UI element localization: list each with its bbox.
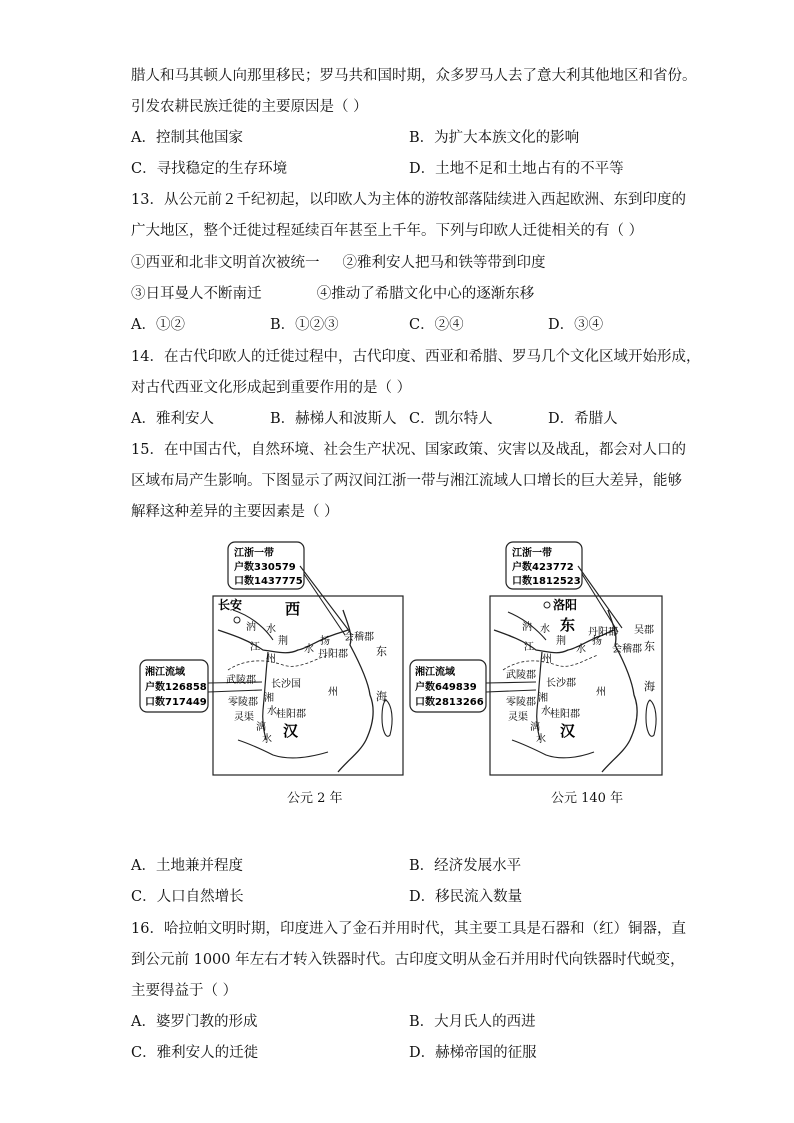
label-wuling: 武陵郡 xyxy=(226,675,256,686)
jz-kou-left: 口数1437775 xyxy=(234,576,303,587)
q15-line-2: 区域布局产生影响。下图显示了两汉间江浙一带与湘江流域人口增长的巨大差异，能够 xyxy=(131,473,682,489)
dynasty-han-left: 汉 xyxy=(283,722,299,740)
map-western-han xyxy=(138,540,408,780)
q12-option-d[interactable]: D．土地不足和土地占有的不平等 xyxy=(409,161,624,177)
q12-option-b[interactable]: B．为扩大本族文化的影响 xyxy=(409,130,580,146)
q14-option-d[interactable]: D．希腊人 xyxy=(548,411,618,427)
label-lingqu: 灵渠 xyxy=(234,712,254,723)
label-guiyang-r: 桂阳郡 xyxy=(550,709,580,720)
label-kuaiji: 会稽郡 xyxy=(344,632,374,643)
q12-option-c[interactable]: C．寻找稳定的生存环境 xyxy=(131,161,288,177)
capital-luoyang: 洛阳 xyxy=(553,598,578,612)
q14-line-1: 14．在古代印欧人的迁徙过程中，古代印度、西亚和希腊、罗马几个文化区域开始形成， xyxy=(131,349,701,365)
label-hai-r: 海 xyxy=(644,680,655,693)
q15-line-1: 15．在中国古代，自然环境、社会生产状况、国家政策、灾害以及战乱，都会对人口的 xyxy=(131,442,686,458)
q13-option-d[interactable]: D．③④ xyxy=(548,317,604,333)
q14-line-2: 对古代西亚文化形成起到重要作用的是（ ） xyxy=(131,380,412,396)
map-eastern-han xyxy=(408,540,668,780)
label-xiang: 湘 xyxy=(264,693,274,704)
caption-left-map: 公元 2 年 xyxy=(287,791,343,806)
label-lingling: 零陵郡 xyxy=(228,697,258,708)
label-shui-3: 水 xyxy=(267,706,277,717)
q16-option-a[interactable]: A．婆罗门教的形成 xyxy=(131,1014,258,1030)
xj-kou-right: 口数2813266 xyxy=(415,697,484,708)
label-zhou-1-r: 州 xyxy=(542,654,552,665)
q12-line-1: 腊人和马其顿人向那里移民；罗马共和国时期，众多罗马人去了意大利其他地区和省份。 xyxy=(131,68,697,84)
label-wuling-r: 武陵郡 xyxy=(506,670,536,681)
q13-option-b[interactable]: B．①②③ xyxy=(270,317,339,333)
caption-right-map: 公元 140 年 xyxy=(551,791,624,806)
q14-option-c[interactable]: C．凯尔特人 xyxy=(409,411,493,427)
q13-option-c[interactable]: C．②④ xyxy=(409,317,464,333)
label-shui-1-r: 水 xyxy=(540,624,550,635)
q16-option-b[interactable]: B．大月氏人的西进 xyxy=(409,1014,536,1030)
q12-line-2: 引发农耕民族迁徙的主要原因是（ ） xyxy=(131,99,368,115)
q13-option-a[interactable]: A．①② xyxy=(131,317,185,333)
label-lingqu-r: 灵渠 xyxy=(508,712,528,723)
q15-option-a[interactable]: A．土地兼并程度 xyxy=(131,858,243,874)
q16-line-3: 主要得益于（ ） xyxy=(131,983,238,999)
label-wujun-r: 吴郡 xyxy=(634,625,654,636)
label-lingling-r: 零陵郡 xyxy=(506,697,536,708)
label-ru: 汭 xyxy=(246,622,256,633)
q13-items-1: ①西亚和北非文明首次被统一 ②雅利安人把马和铁等带到印度 xyxy=(131,255,546,271)
label-shui-4: 水 xyxy=(262,734,272,745)
q13-line-2: 广大地区，整个迁徙过程延续百年甚至上千年。下列与印欧人迁徙相关的有（ ） xyxy=(131,223,644,239)
label-zhou-2: 州 xyxy=(328,687,338,698)
capital-changan: 长安 xyxy=(218,598,243,612)
dynasty-han-right: 汉 xyxy=(560,722,576,740)
q16-option-d[interactable]: D．赫梯帝国的征服 xyxy=(409,1045,537,1061)
q12-option-a[interactable]: A．控制其他国家 xyxy=(131,130,243,146)
q16-option-c[interactable]: C．雅利安人的迁徙 xyxy=(131,1045,259,1061)
q15-option-d[interactable]: D．移民流入数量 xyxy=(409,889,523,905)
jz-hu-left: 户数330579 xyxy=(234,562,296,573)
label-shui-4-r: 水 xyxy=(536,734,546,745)
jz-title-right: 江浙一带 xyxy=(512,548,552,559)
q16-line-2: 到公元前 1000 年左右才转入铁器时代。古印度文明从金石并用时代向铁器时代蜕变， xyxy=(131,952,685,968)
jz-kou-right: 口数1812523 xyxy=(512,576,581,587)
xj-hu-right: 户数649839 xyxy=(415,682,477,693)
xj-title-right: 湘江流域 xyxy=(415,667,455,678)
label-danyang-r: 丹阳郡 xyxy=(588,627,618,638)
label-hai: 海 xyxy=(376,690,387,703)
q15-option-c[interactable]: C．人口自然增长 xyxy=(131,889,244,905)
label-li-r: 漓 xyxy=(530,722,540,733)
label-kuaiji-r: 会稽郡 xyxy=(612,644,642,655)
label-shui-2-r: 水 xyxy=(576,644,586,655)
label-yang-r: 扬 xyxy=(592,636,602,647)
label-changsha-r: 长沙郡 xyxy=(546,678,576,689)
label-jing-r: 荆 xyxy=(556,636,566,647)
q15-option-b[interactable]: B．经济发展水平 xyxy=(409,858,522,874)
label-shui-3-r: 水 xyxy=(541,706,551,717)
label-guiyang: 桂阳郡 xyxy=(276,709,306,720)
q14-option-a[interactable]: A．雅利安人 xyxy=(131,411,214,427)
jz-hu-right: 户数423772 xyxy=(512,562,574,573)
label-zhou-1: 州 xyxy=(266,654,276,665)
dynasty-xi: 西 xyxy=(285,600,301,618)
label-shui-1: 水 xyxy=(266,624,276,635)
q13-line-1: 13．从公元前２千纪初起，以印欧人为主体的游牧部落陆续进入西起欧洲、东到印度的 xyxy=(131,192,686,208)
label-dong-r: 东 xyxy=(644,640,655,653)
label-ru-r: 汭 xyxy=(522,622,532,633)
label-changsha: 长沙国 xyxy=(271,679,301,690)
label-shui-2: 水 xyxy=(304,644,314,655)
label-yang: 扬 xyxy=(320,636,330,647)
label-jing: 荆 xyxy=(278,636,288,647)
q13-items-2: ③日耳曼人不断南迁 ④推动了希腊文化中心的逐渐东移 xyxy=(131,286,535,302)
dynasty-dong: 东 xyxy=(560,616,576,634)
xj-hu-left: 户数126858 xyxy=(145,682,207,693)
label-dong: 东 xyxy=(376,645,387,658)
xj-title-left: 湘江流域 xyxy=(145,667,185,678)
label-li: 漓 xyxy=(256,722,266,733)
label-jiang-r: 江 xyxy=(524,642,534,653)
q14-option-b[interactable]: B．赫梯人和波斯人 xyxy=(270,411,397,427)
label-danyang: 丹阳郡 xyxy=(318,649,348,660)
label-jiang: 江 xyxy=(250,642,260,653)
q16-line-1: 16．哈拉帕文明时期，印度进入了金石并用时代，其主要工具是石器和（红）铜器，直 xyxy=(131,921,686,937)
label-xiang-r: 湘 xyxy=(538,693,548,704)
jz-title-left: 江浙一带 xyxy=(234,548,274,559)
xj-kou-left: 口数717449 xyxy=(145,697,207,708)
label-zhou-2-r: 州 xyxy=(596,687,606,698)
q15-line-3: 解释这种差异的主要因素是（ ） xyxy=(131,504,339,520)
